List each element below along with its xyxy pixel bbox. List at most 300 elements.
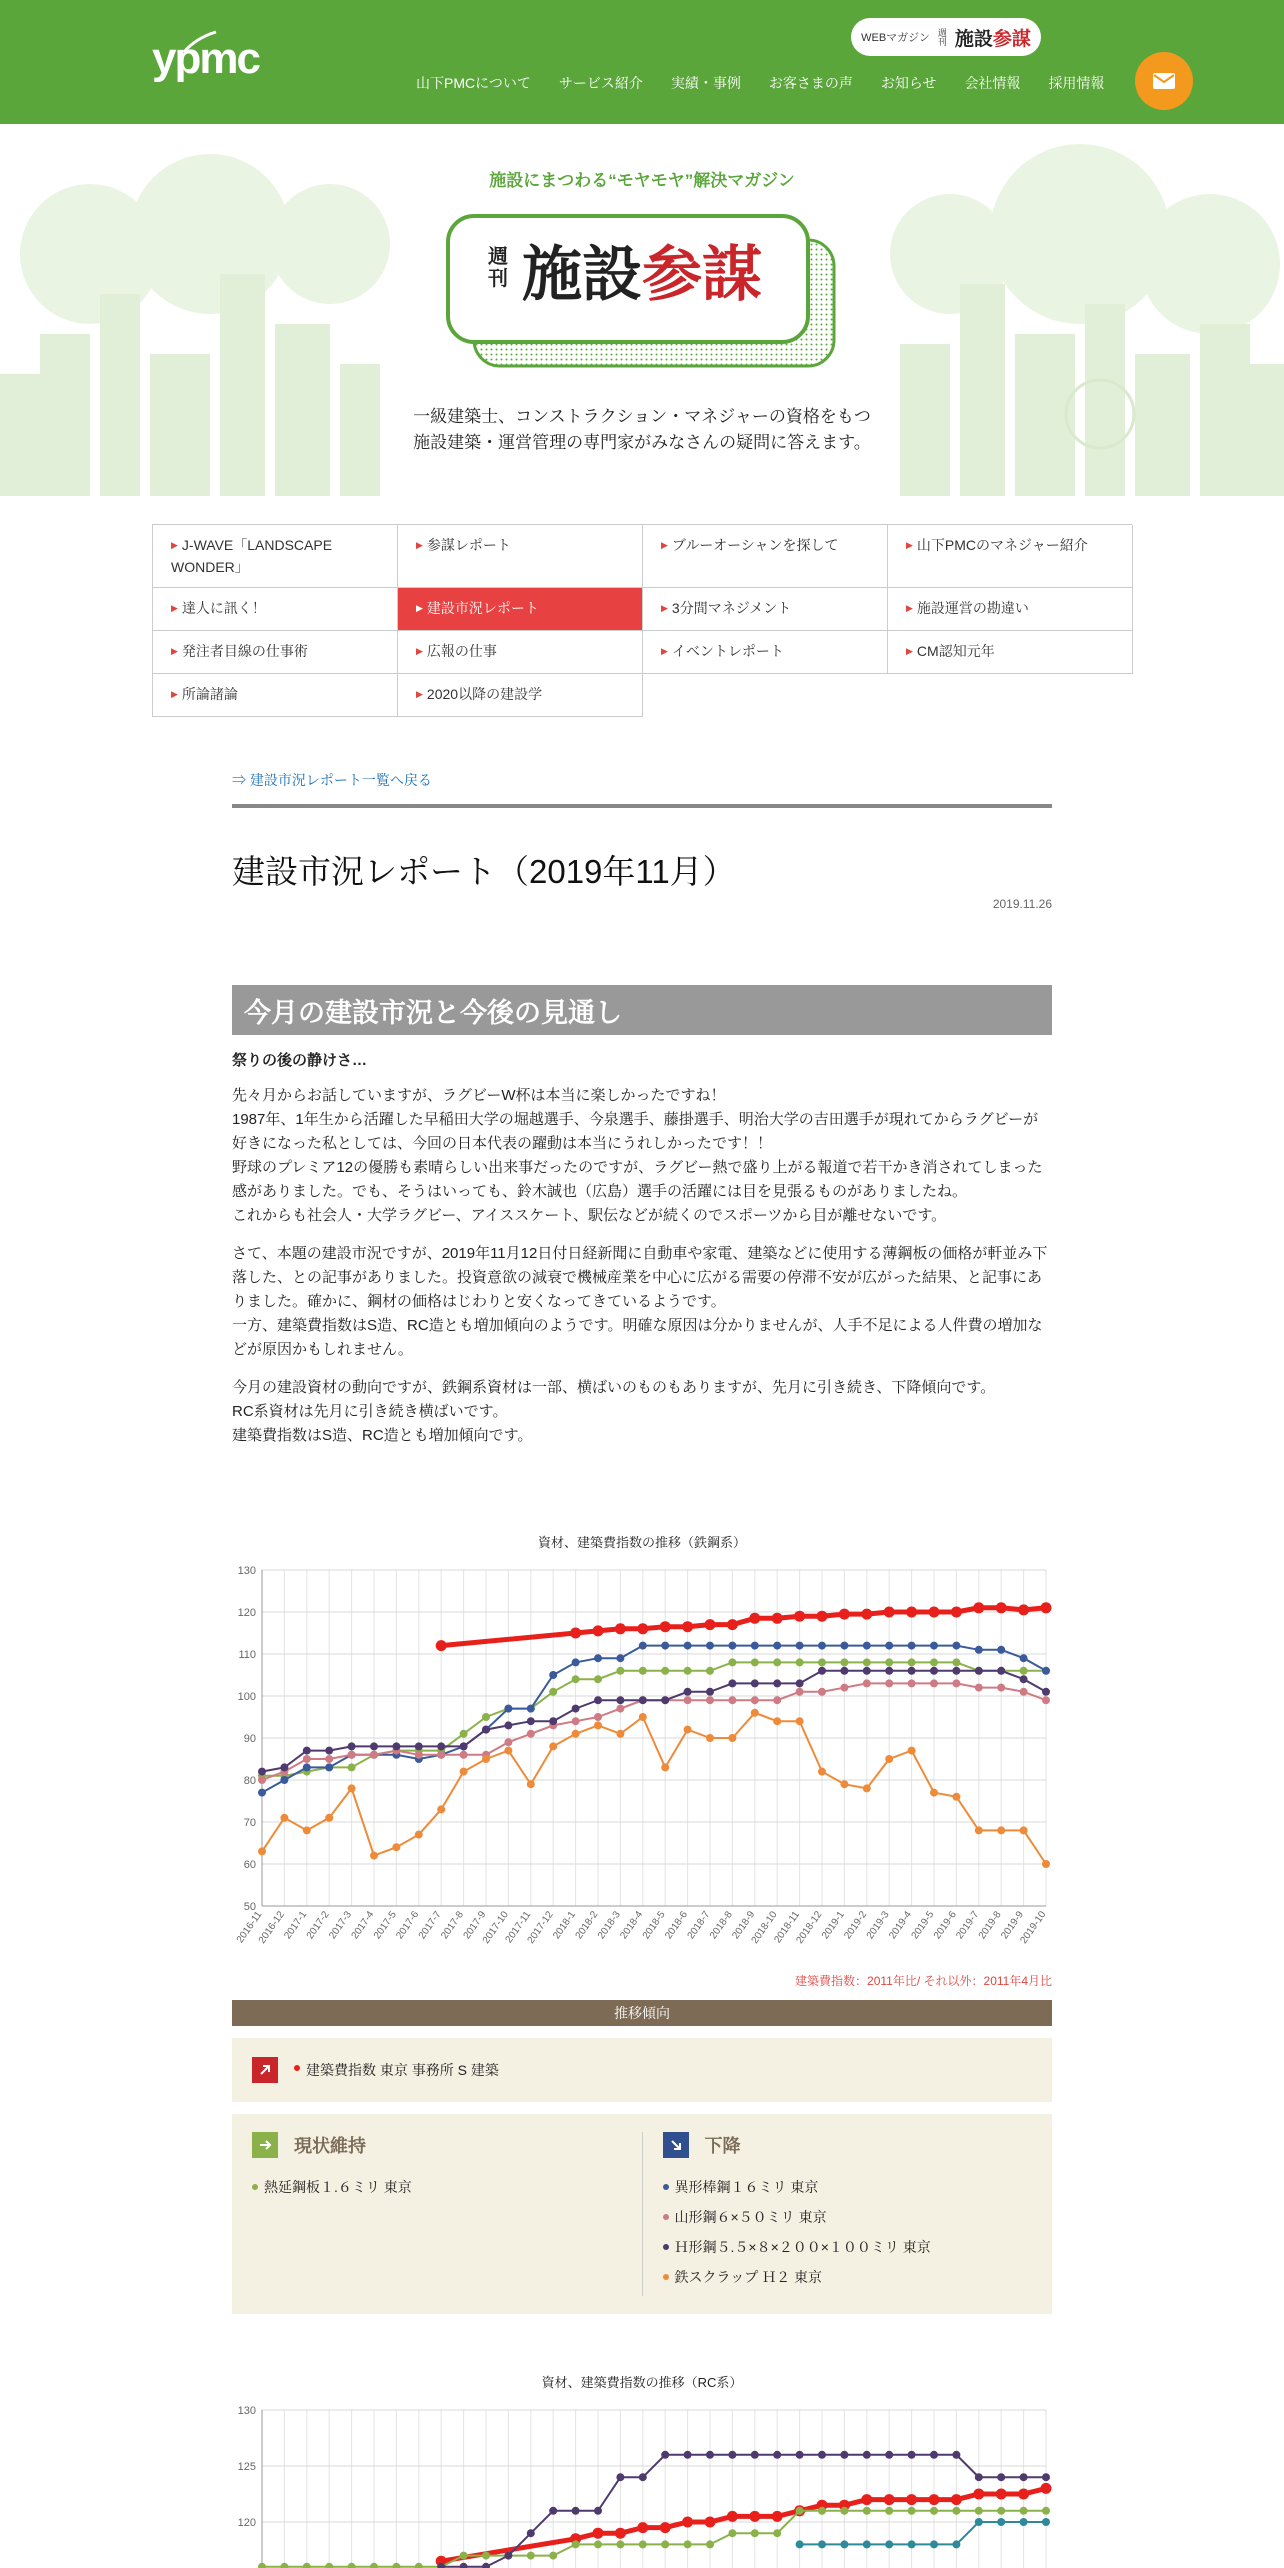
data-point (549, 1717, 557, 1725)
data-point (436, 1640, 447, 1651)
section-heading: 今月の建設市況と今後の見通し (232, 985, 1052, 1035)
trend-item (663, 2262, 1033, 2292)
data-point (706, 2451, 714, 2459)
category-link[interactable] (398, 588, 643, 631)
data-point (706, 1642, 714, 1650)
data-point (908, 2507, 916, 2515)
bullet-dot (252, 2184, 258, 2190)
mail-icon (1153, 73, 1175, 89)
trend-up-box (232, 2038, 1052, 2102)
data-point (906, 1607, 917, 1618)
data-point (952, 2540, 960, 2548)
data-point (572, 1705, 580, 1713)
data-point (796, 1679, 804, 1687)
triangle-icon: ▶ (416, 540, 423, 550)
x-tick-label: 2018-2 (573, 1909, 601, 1942)
data-point (794, 1611, 805, 1622)
hero-tagline: 施設にまつわる“モヤモヤ”解決マガジン (489, 171, 795, 190)
category-link[interactable] (888, 631, 1133, 674)
chart-title: 資材、建築費指数の推移（RC系） (541, 2375, 743, 2390)
triangle-icon: ▶ (906, 646, 913, 656)
x-tick-label: 2018-3 (595, 1909, 623, 1942)
data-point (930, 2451, 938, 2459)
data-point (303, 1826, 311, 1834)
data-point (527, 1705, 535, 1713)
data-point (930, 1789, 938, 1797)
data-point (840, 2451, 848, 2459)
series-line (262, 1662, 1046, 1775)
data-point (817, 1611, 828, 1622)
data-point (549, 1671, 557, 1679)
data-point (885, 1755, 893, 1763)
y-tick-label: 120 (237, 1607, 256, 1619)
data-point (885, 2451, 893, 2459)
data-point (1020, 1826, 1028, 1834)
x-tick-label: 2018-7 (685, 1909, 713, 1942)
steel-chart-svg (232, 1558, 1052, 1968)
x-tick-label: 2019-2 (842, 1909, 870, 1942)
category-link[interactable] (398, 525, 643, 588)
data-point (661, 1667, 669, 1675)
data-point (818, 1688, 826, 1696)
data-point (818, 2451, 826, 2459)
triangle-icon: ▶ (661, 646, 668, 656)
data-point (951, 2494, 962, 2505)
data-point (572, 2507, 580, 2515)
data-point (706, 1734, 714, 1742)
data-point (930, 2507, 938, 2515)
data-point (1042, 2518, 1050, 2526)
data-point (370, 1742, 378, 1750)
x-tick-label: 2019-8 (976, 1909, 1004, 1942)
y-tick-label: 130 (237, 1565, 256, 1577)
trend-item (663, 2172, 1033, 2202)
x-tick-label: 2017-12 (525, 1909, 556, 1946)
category-link[interactable] (398, 674, 643, 717)
category-label: 所論諸論 (181, 686, 238, 702)
data-point (639, 1696, 647, 1704)
trend-item (252, 2172, 622, 2202)
data-point (348, 1742, 356, 1750)
ypmc-logo[interactable]: ypmc (152, 34, 259, 83)
data-point (751, 1696, 759, 1704)
data-point (863, 1667, 871, 1675)
data-point (952, 2507, 960, 2515)
data-point (594, 2507, 602, 2515)
data-point (258, 1789, 266, 1797)
x-tick-label: 2019-6 (931, 1909, 959, 1942)
data-point (908, 2540, 916, 2548)
data-point (818, 1667, 826, 1675)
paragraph-line: RC系資材は先月に引き続き横ばいです。 (232, 1403, 508, 1420)
data-point (997, 1646, 1005, 1654)
data-point (885, 1642, 893, 1650)
data-point (773, 1696, 781, 1704)
data-point (660, 1621, 671, 1632)
series-line (262, 1713, 1046, 1864)
data-point (594, 1675, 602, 1683)
data-point (818, 1642, 826, 1650)
magazine-badge[interactable] (851, 18, 1041, 56)
y-tick-label: 60 (243, 1859, 256, 1871)
data-point (952, 1667, 960, 1675)
data-point (930, 1679, 938, 1687)
category-link[interactable] (888, 525, 1133, 588)
data-point (258, 1776, 266, 1784)
data-point (594, 1654, 602, 1662)
bullet-dot (663, 2274, 669, 2280)
data-point (818, 2507, 826, 2515)
data-point (973, 1602, 984, 1613)
data-point (728, 2529, 736, 2537)
data-point (728, 1679, 736, 1687)
data-point (460, 1730, 468, 1738)
x-tick-label: 2017-3 (327, 1909, 355, 1942)
data-point (751, 2529, 759, 2537)
x-tick-label: 2017-4 (349, 1909, 377, 1942)
data-point (975, 2518, 983, 2526)
data-point (280, 1763, 288, 1771)
arrow-down-right-icon (663, 2132, 689, 2158)
data-point (460, 2563, 468, 2568)
data-point (504, 2552, 512, 2560)
data-point (705, 1619, 716, 1630)
data-point (863, 2451, 871, 2459)
data-point (325, 1814, 333, 1822)
data-point (885, 2540, 893, 2548)
x-tick-label: 2018-10 (749, 1909, 780, 1946)
category-link[interactable] (888, 588, 1133, 631)
data-point (706, 1667, 714, 1675)
y-tick-label: 70 (243, 1817, 256, 1829)
data-point (258, 1768, 266, 1776)
data-point (616, 1654, 624, 1662)
data-point (684, 1667, 692, 1675)
data-point (639, 2540, 647, 2548)
nav-item[interactable]: 会社情報 (964, 75, 1021, 91)
data-point (973, 2489, 984, 2500)
data-point (908, 1667, 916, 1675)
data-point (661, 1642, 669, 1650)
rc-chart-svg (232, 2398, 1052, 2568)
data-point (796, 2451, 804, 2459)
category-label: イベントレポート (671, 643, 784, 659)
data-point (773, 1679, 781, 1687)
data-point (684, 1688, 692, 1696)
data-point (705, 2517, 716, 2528)
category-grid (152, 524, 1132, 717)
category-label: 参謀レポート (426, 537, 511, 553)
nav-item[interactable]: 採用情報 (1048, 75, 1105, 91)
data-point (661, 2540, 669, 2548)
data-point (527, 2529, 535, 2537)
x-tick-label: 2017-8 (439, 1909, 467, 1942)
category-label: CM認知元年 (916, 643, 995, 659)
data-point (796, 2540, 804, 2548)
hero-description: 一級建築士、コンストラクション・マネジャーの資格をもつ 施設建築・運営管理の専門家がみなさんの疑問に答えます。 (413, 407, 871, 452)
data-point (840, 2507, 848, 2515)
data-point (1020, 1675, 1028, 1683)
data-point (325, 1763, 333, 1771)
data-point (975, 1684, 983, 1692)
category-link[interactable] (153, 588, 398, 631)
paragraph-line: これからも社会人・大学ラグビー、アイススケート、駅伝などが続くのでスポーツから目が離せないです。 (232, 1207, 947, 1224)
data-point (929, 1607, 940, 1618)
data-point (863, 2507, 871, 2515)
trend-up-item: 建築費指数 東京 事務所 S 建築 (306, 2062, 499, 2078)
data-point (975, 2473, 983, 2481)
data-point (639, 1667, 647, 1675)
y-tick-label: 80 (243, 1775, 256, 1787)
data-point (549, 1742, 557, 1750)
data-point (616, 1696, 624, 1704)
category-link[interactable] (153, 525, 398, 588)
arrow-up-right-icon (252, 2057, 278, 2083)
data-point (952, 1642, 960, 1650)
data-point (1020, 1667, 1028, 1675)
data-point (1042, 2507, 1050, 2515)
data-point (1020, 2507, 1028, 2515)
x-tick-label: 2018-8 (707, 1909, 735, 1942)
data-point (773, 2451, 781, 2459)
badge-title: 施設参謀 (954, 28, 1031, 50)
data-point (303, 2563, 311, 2568)
paragraph-line: 1987年、1年生から活躍した早稲田大学の堀越選手、今泉選手、藤掛選手、明治大学の吉田選手が現れてからラグビーが好きになった私としては、今回の日本代表の躍動は本当にうれしかったです！！ (232, 1111, 1039, 1152)
data-point (751, 1679, 759, 1687)
data-point (572, 2540, 580, 2548)
data-point (616, 1705, 624, 1713)
y-tick-label: 110 (238, 1649, 256, 1661)
data-point (392, 1742, 400, 1750)
data-point (615, 1623, 626, 1634)
site-header (0, 0, 1284, 124)
data-point (706, 1696, 714, 1704)
data-point (997, 1826, 1005, 1834)
data-point (975, 2507, 983, 2515)
data-point (684, 2451, 692, 2459)
data-point (684, 1642, 692, 1650)
data-point (325, 1747, 333, 1755)
data-point (460, 1742, 468, 1750)
category-link[interactable] (643, 588, 888, 631)
category-label: 発注者目線の仕事術 (181, 643, 308, 659)
data-point (818, 1768, 826, 1776)
shisetsu-sanbo-logo (444, 212, 840, 372)
x-tick-label: 2017-1 (282, 1909, 310, 1942)
data-point (280, 1776, 288, 1784)
category-label: 広報の仕事 (426, 643, 497, 659)
category-link[interactable] (398, 631, 643, 674)
data-point (796, 1688, 804, 1696)
data-point (773, 1642, 781, 1650)
x-tick-label: 2018-1 (551, 1909, 579, 1942)
data-point (572, 1730, 580, 1738)
nav-item[interactable]: 山下PMCについて (416, 75, 531, 91)
data-point (258, 2563, 266, 2568)
trend-item-label: 山形鋼６×５０ミリ 東京 (674, 2209, 827, 2225)
data-point (929, 2494, 940, 2505)
badge-small-label: WEBマガジン (861, 32, 930, 44)
data-point (885, 1679, 893, 1687)
y-tick-label: 50 (243, 1901, 256, 1913)
data-point (415, 1831, 423, 1839)
data-point (504, 1738, 512, 1746)
bullet-dot (294, 2065, 300, 2071)
y-tick-label: 125 (237, 2461, 256, 2473)
data-point (639, 1642, 647, 1650)
data-point (660, 2522, 671, 2533)
data-point (1042, 1696, 1050, 1704)
data-point (280, 2563, 288, 2568)
trend-item (663, 2232, 1033, 2262)
data-point (1041, 2483, 1052, 2494)
triangle-icon: ▶ (661, 540, 668, 550)
data-point (975, 1667, 983, 1675)
category-label: 建設市況レポート (426, 600, 539, 616)
category-label: ブルーオーシャンを探して (671, 537, 839, 553)
data-point (930, 1658, 938, 1666)
nav-item[interactable]: 実績・事例 (670, 75, 741, 91)
arrow-right-icon (252, 2132, 278, 2158)
x-tick-label: 2016-12 (256, 1909, 287, 1946)
data-point (684, 1696, 692, 1704)
paragraph-line: 先々月からお話していますが、ラグビーW杯は本当に楽しかったですね！ (232, 1087, 726, 1104)
data-point (637, 1623, 648, 1634)
article-title: 建設市況レポート（2019年11月） (232, 853, 736, 890)
paragraph-1 (232, 1084, 1052, 1228)
category-link[interactable] (153, 674, 398, 717)
data-point (258, 1847, 266, 1855)
data-point (616, 1667, 624, 1675)
data-point (885, 1658, 893, 1666)
data-point (908, 1658, 916, 1666)
category-label: 2020以降の建設学 (426, 686, 543, 702)
x-tick-label: 2018-9 (730, 1909, 758, 1942)
series-line (262, 2511, 1046, 2567)
paragraph-2 (232, 1242, 1052, 1362)
paragraph-line: さて、本題の建設市況ですが、2019年11月12日付日経新聞に自動車や家電、建築などに使用する薄鋼板の価格が軒並み下落した、との記事がありました。投資意欲の減衰で機械産業を中心に広がる需要の停滞不安が広がった結果、と記事にありました。確かに、鋼材の価格はじわりと安くなってきているようです。 (232, 1245, 1048, 1310)
trend-item-label: 熱延鋼板１.６ミリ 東京 (264, 2179, 412, 2195)
category-link[interactable] (153, 631, 398, 674)
data-point (280, 1814, 288, 1822)
data-point (460, 1751, 468, 1759)
data-point (348, 2563, 356, 2568)
data-point (661, 1696, 669, 1704)
data-point (348, 1784, 356, 1792)
data-point (661, 2451, 669, 2459)
y-tick-label: 120 (237, 2517, 256, 2529)
data-point (616, 1730, 624, 1738)
down-list (663, 2172, 1033, 2292)
nav-item[interactable]: サービス紹介 (558, 75, 643, 91)
paragraph-3 (232, 1376, 1052, 1448)
chart-title: 資材、建築費指数の推移（鉄鋼系） (537, 1535, 746, 1550)
data-point (549, 2552, 557, 2560)
trend-item-label: 異形棒鋼１６ミリ 東京 (674, 2179, 819, 2195)
series-line (262, 1671, 1046, 1772)
data-point (1042, 1688, 1050, 1696)
x-tick-label: 2019-3 (864, 1909, 892, 1942)
data-point (863, 1658, 871, 1666)
data-point (594, 1713, 602, 1721)
x-tick-label: 2017-10 (480, 1909, 511, 1946)
data-point (885, 1667, 893, 1675)
logo-title: 施設参謀 (522, 242, 762, 308)
article (232, 770, 1052, 1448)
logo-weekly: 週 刊 (488, 246, 508, 290)
data-point (863, 2540, 871, 2548)
data-point (727, 2511, 738, 2522)
data-point (996, 1602, 1007, 1613)
triangle-icon: ▶ (416, 646, 423, 656)
data-point (728, 1734, 736, 1742)
data-point (749, 2511, 760, 2522)
data-point (952, 2451, 960, 2459)
nav-item[interactable]: お客さまの声 (768, 75, 853, 91)
data-point (997, 2507, 1005, 2515)
x-tick-label: 2018-6 (663, 1909, 691, 1942)
data-point (997, 1684, 1005, 1692)
data-point (818, 2540, 826, 2548)
paragraph-line: 建築費指数はS造、RC造とも増加傾向です。 (232, 1427, 533, 1444)
data-point (303, 1747, 311, 1755)
data-point (1020, 1654, 1028, 1662)
data-point (415, 1742, 423, 1750)
category-link[interactable] (643, 525, 888, 588)
data-point (840, 1684, 848, 1692)
data-point (684, 1726, 692, 1734)
data-point (682, 2517, 693, 2528)
nav-item[interactable]: お知らせ (880, 75, 937, 91)
data-point (863, 1784, 871, 1792)
triangle-icon: ▶ (906, 540, 913, 550)
data-point (997, 2518, 1005, 2526)
data-point (997, 2473, 1005, 2481)
x-tick-label: 2018-11 (772, 1909, 803, 1946)
bullet-dot (663, 2244, 669, 2250)
triangle-icon: ▶ (171, 603, 178, 613)
data-point (504, 1721, 512, 1729)
data-point (728, 1658, 736, 1666)
x-tick-label: 2018-5 (640, 1909, 668, 1942)
data-point (818, 1658, 826, 1666)
paragraph-line: 野球のプレミア12の優勝も素晴らしい出来事だったのですが、ラグビー熱で盛り上がる報道で若干かき消されてしまった感がありました。でも、そうはいっても、鈴木誠也（広島）選手の活躍には目を見張るものがありましたね。 (232, 1159, 1043, 1200)
data-point (593, 2528, 604, 2539)
data-point (796, 1642, 804, 1650)
bullet-dot (663, 2214, 669, 2220)
triangle-icon: ▶ (906, 603, 913, 613)
data-point (840, 1642, 848, 1650)
data-point (370, 2563, 378, 2568)
data-point (1042, 1860, 1050, 1868)
paragraph-line: 一方、建築費指数はS造、RC造とも増加傾向のようです。明確な原因は分かりませんが、人手不足による人件費の増加などが原因かもしれません。 (232, 1317, 1043, 1358)
back-to-list-link[interactable]: ⇒ 建設市況レポート一覧へ戻る (232, 772, 432, 788)
badge-weekly: 週刊 (936, 28, 947, 46)
category-link[interactable] (643, 631, 888, 674)
contact-mail-button[interactable] (1135, 52, 1193, 110)
trend-item-label: Ｈ形鋼５.５×８×２００×１００ミリ 東京 (674, 2239, 931, 2255)
data-point (572, 1675, 580, 1683)
flat-heading: 現状維持 (252, 2132, 622, 2158)
data-point (863, 1642, 871, 1650)
data-point (773, 1717, 781, 1725)
data-point (482, 1726, 490, 1734)
triangle-icon: ▶ (171, 646, 178, 656)
data-point (773, 2529, 781, 2537)
data-point (415, 2563, 423, 2568)
data-point (1041, 1602, 1052, 1613)
triangle-icon: ▶ (416, 603, 423, 613)
